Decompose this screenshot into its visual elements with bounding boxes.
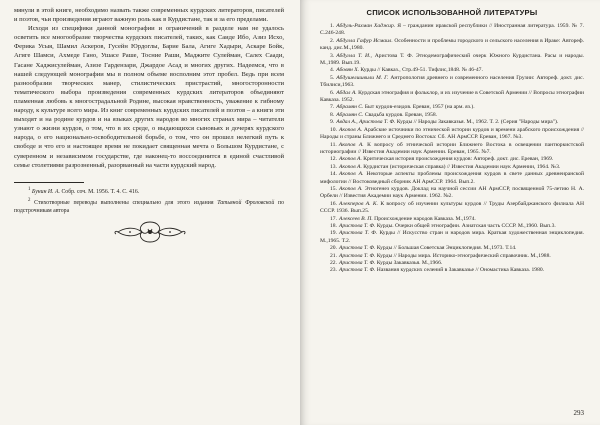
reference-item [320,156,584,163]
reference-text: Курды // Народы Закавказья. М., 1962. Т. 2. (Серия "Народы мира"). [396,119,559,126]
reference-author: Абдулла Гафур Исмаил. [336,37,393,44]
reference-item [320,164,584,171]
reference-author: Абрамян С. [336,111,364,118]
reference-author: Акопов А. [339,185,363,192]
reference-author: Аристова Т. Ф. [339,222,376,229]
footnote-text: Стихотворные переводы выполнены специально для этого издания [34,200,214,207]
reference-number: 9. [330,119,335,126]
body-text [14,6,284,170]
reference-number: 23. [330,267,337,274]
reference-author: Абовян Х. [336,67,360,74]
reference-number: 8. [330,111,335,118]
reference-author: Абдуль-Рахман Хаджир. [336,23,396,29]
reference-number: 19. [330,230,337,237]
reference-number: 12. [330,156,337,163]
footnote-text: Собр. соч. М. 1956. Т. 4. С. 416. [61,188,140,195]
reference-text: Курды // Большая Советская Энциклопедия. М.,1973. Т.14. [376,245,517,252]
reference-text: Курды Закавказья. М.,1966. [376,260,443,266]
footnote-number: 1 [28,186,31,192]
reference-number: 13. [330,163,337,170]
reference-item [320,53,584,68]
reference-text: К вопросу об этнической истории Ближнего Востока в освещении пантюркистской историографии // Известия Академии наук Армении. Ереван, 1965. №7. [320,141,584,155]
reference-item [320,23,584,38]
reference-item [320,142,584,157]
reference-item [320,67,584,74]
reference-item [320,230,584,245]
reference-text: Курды // Искусство стран и народов мира. Краткая художественная энциклопедия. М.,1965. Т.2. [320,230,584,244]
reference-author: Абдушелишвили М. Г. [336,74,389,81]
reference-number: 14. [330,171,337,178]
reference-number: 7. [330,104,335,111]
footnote-number: 2 [28,198,31,204]
reference-number: 18. [330,222,337,229]
reference-author: Акопов А. [339,156,362,163]
reference-text: Быт курдов-езидов. Ереван, 1957 (на арм. яз.). [364,104,475,111]
reference-author: Аристова Т. Ф. [339,252,376,259]
reference-item [320,223,584,230]
reference-text: Курды // Кавказ., Стр.49-51. Тифлис,1848. № 46-47. [360,67,483,74]
reference-author: Алекперов А. К. [339,200,378,207]
reference-number: 6. [330,89,335,96]
reference-number: 22. [330,260,337,266]
reference-text: Я – гражданин иракской республики // Иностранная литература. 1959. № 7. С.246-248. [320,23,584,37]
reference-item [320,90,584,105]
reference-item [320,245,584,252]
reference-number: 1. [330,23,335,29]
footnote [14,197,284,216]
reference-number: 21. [330,252,337,259]
reference-item [320,201,584,216]
reference-item [320,104,584,111]
reference-text: Аристова Т. Ф. Этнодемографический очерк Южного Курдистана. Расы и народы. М.,1989. Вып.19. [320,52,584,67]
reference-item [320,119,584,126]
references-title: СПИСОК ИСПОЛЬЗОВАННОЙ ЛИТЕРАТУРЫ [366,8,538,17]
footnote-rule [14,182,84,183]
reference-number: 16. [330,200,337,207]
reference-number: 11. [330,141,337,148]
reference-author: Абдал А. [336,89,357,96]
reference-text: Этногенез курдов. Доклад на научной сессии АН АрмССР, посвященной 75-летию Н. А. Орбели // Известия Академии наук Армении. 1962. №2. [320,185,585,200]
reference-text: Курды // Народы мира. Историко-этнографический справочник. М.,1988. [376,252,551,259]
reference-author: Акопов А. [339,126,363,133]
reference-item [320,171,584,186]
reference-number: 17. [330,215,337,222]
reference-item [320,253,584,260]
reference-item [320,186,584,201]
reference-text: Свадьба курдов. Ереван, 1958. [364,111,438,118]
reference-text: Критическая история происхождения курдов: Автореф. докт. дис. Ереван, 1969. [363,156,554,163]
reference-item [320,216,584,223]
right-page [300,0,600,425]
reference-author: Аристова Т. Ф. [339,245,376,252]
reference-author: Авдал А., Аристова Т. Ф. [336,119,396,126]
reference-author: Абдулла Т. И., [336,52,372,59]
references-list [320,23,584,275]
paragraph: мянули в этой книге, необходимо назвать также современных курдских литераторов, писателей и поэтов, чьи произведения играют важную роль как в Курдистане, так и за его пределами. [14,7,284,24]
decorative-ornament-icon [112,218,188,246]
footnote-text-after: по подстрочникам автора [14,200,284,215]
footnote-author: Бунин И. А. [31,188,60,195]
reference-text: Происхождение народов Кавказа. М.,1974. [374,215,476,222]
reference-text: Особенности и проблемы городского и сельского населения в Ираке: Автореф. канд. дис.М.,1980. [320,37,584,52]
reference-text: Курдская этнография и фольклор, и их изучение в Советской Армении // Вопросы этнографии Кавказа. 1952. [320,89,584,104]
reference-item [320,75,584,90]
reference-item [320,127,584,142]
reference-author: Акопов А. [338,141,364,148]
reference-author: Аристова Т. Ф. [339,260,376,266]
reference-number: 15. [330,185,337,192]
reference-number: 4. [330,67,335,74]
reference-author: Абрамян С. [336,104,364,111]
footnote [14,186,284,197]
reference-number: 20. [330,245,337,252]
reference-author: Аристова Т. Ф. [339,267,376,274]
reference-text: Курды. Очерки общей этнографии. Азиатская часть СССР. М.,1960. Вып.3. [376,222,556,229]
footnotes [14,186,284,216]
reference-number: 3. [330,52,335,59]
reference-item [320,267,584,274]
reference-author: Аристова Т. Ф. [339,230,378,237]
reference-text: Арабские источники по этнической истории курдов и времени арабского происхождения // Народы и страны Ближнего и Среднего Востока: Сб. АН АрмССР. Ереван, 1967. №3. [320,126,584,141]
reference-text: К вопросу об изучении культуры курдов // Труды Азербайджанского филиала АН СССР. 1936. Вып.25. [320,200,584,215]
reference-text: Названия курдских селений в Закавказье // Ономастика Кавказа. 1980. [376,267,545,274]
reference-number: 5. [330,74,335,81]
footnote-translator: Татьяной Фроловской [217,200,275,207]
reference-text: Некоторые аспекты проблемы происхождения курдов в свете данных древнеиранской мифологии // Востоковедный сборник АН АрмССР. 1964. Вып.2. [320,171,584,185]
reference-item [320,38,584,53]
reference-number: 10. [330,126,337,133]
reference-author: Акопов А. [339,171,364,178]
reference-author: Алексеев В. П. [339,215,373,222]
reference-number: 2. [330,37,335,44]
reference-text: Курдистан (историческая справка) // Известия Академии наук Армении, 1964. №3. [363,163,561,170]
paragraph: Исходя из специфики данной монографии и ограничений в разделе нам не удалось осветить все многообразие творчества курдских писателей, таких, как Саиде Ибо, Азиз Исхо, Ферика Усыя, Шамил Аскеров, Гусейн Юрдоглы, Барие Бала, Агиге Хадыри, Аскаре Бойк, Агиге Шамси, Ахмеде Гано, Ушасе Раше, Тосние Раши, Маджите Сулейман, Салех Саади, Гасане Хаджисулейман, Азизе Гардензари, Джардое Асад и многих других. Надеемся, что в нашей следующей монографии мы в полном объеме восполним этот пробел. Ведь при всем разнообразии творческих манер, стилистических пристрастий, многосторонности тематического выбора произведения современных курдских литераторов объединяют пламенная любовь к многострадальной Родине, высокая нравственность, уважение к гибному народу, к культуре всего мира. Из книг современных курдских писателей и поэтов – а книги эти выходят и на родине курдов и на языках других народов во многих странах мира – читатели узнают о жизни курдов, о том, что в их среде, о выдающихся сыновьях и дочерях курдского народа, о его национально-освободительной борьбе, о том, что он прошел нелегкий путь к свободе и что его и настоящее время не покидает священная мечта о Большом Курдистане, с суверенном и независимом государстве, где наконец-то воссоединится в единой счастливой семье столетиями разрозненный, разорванный на части курдский народ. [14,25,284,169]
reference-text: Антропология древнего и современного населения Грузии: Автореф. докт. дис. Тбилиси,1963. [320,74,584,89]
reference-author: Акопов А. [339,163,362,170]
page-number: 293 [573,409,584,417]
